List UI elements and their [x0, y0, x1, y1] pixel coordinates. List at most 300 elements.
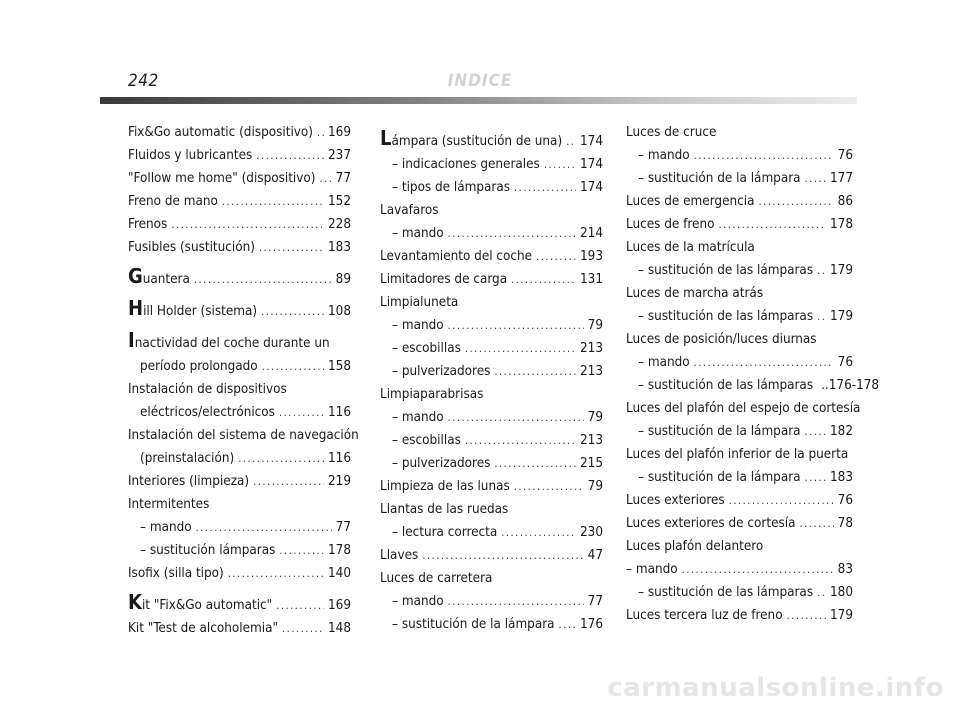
dot-leader: [514, 180, 576, 196]
index-entry: [626, 167, 853, 190]
index-entry-page: 228: [328, 217, 351, 232]
index-entry: [128, 585, 351, 617]
dot-leader: [682, 562, 834, 578]
dot-leader: [800, 516, 834, 532]
index-entry-label: [626, 194, 754, 210]
dot-leader: [448, 410, 584, 426]
index-entry-text: – sustitución de la lámpara: [392, 617, 555, 632]
index-entry-text: – escobillas: [392, 341, 461, 356]
index-entry-page: 176: [580, 617, 603, 632]
index-column-3: [626, 121, 880, 627]
index-entry: [626, 558, 853, 581]
dot-leader: [465, 433, 576, 449]
dot-leader: [256, 148, 324, 164]
index-entry: [380, 590, 603, 613]
dot-leader: [758, 194, 833, 210]
watermark: carmanualsonline.info: [607, 673, 944, 703]
index-entry: [380, 544, 603, 567]
index-entry: [128, 355, 351, 378]
index-entry: [380, 521, 603, 544]
dot-leader: [494, 456, 576, 472]
index-entry-text: (preinstalación): [140, 451, 235, 466]
index-entry-page: 213: [580, 364, 603, 379]
index-entry: [626, 374, 880, 397]
index-entry: [626, 190, 853, 213]
index-entry: [128, 493, 351, 516]
index-entry-text: – sustitución de las lámparas: [638, 309, 814, 324]
dot-leader: [448, 318, 584, 334]
index-entry: [626, 581, 853, 604]
index-entry-page: 178: [830, 217, 853, 232]
index-entry: [128, 424, 359, 447]
index-entry: [128, 213, 351, 236]
dot-leader: [566, 134, 576, 150]
index-entry-label: [128, 621, 278, 637]
index-entry-label: [128, 217, 167, 233]
index-entry-label: [626, 562, 678, 578]
index-entry-label: [128, 590, 273, 614]
index-entry-page: 77: [587, 594, 603, 609]
dot-leader: [501, 525, 576, 541]
index-entry-label: [626, 332, 817, 348]
index-entry: [380, 406, 603, 429]
index-entry: [626, 351, 853, 374]
index-entry-page: 183: [328, 240, 351, 255]
index-entry: [626, 259, 853, 282]
dot-leader: [261, 304, 324, 320]
index-entry: [380, 567, 603, 590]
index-entry-label: [626, 447, 848, 463]
index-entry-label: [638, 585, 813, 601]
index-entry-label: [626, 608, 783, 624]
index-entry: [128, 562, 351, 585]
index-entry-label: [392, 525, 497, 541]
index-entry-page: ..176-178: [821, 378, 880, 393]
index-entry-page: 177: [830, 171, 853, 186]
dot-leader: [694, 148, 834, 164]
index-entry: [626, 282, 853, 305]
index-entry-label: [638, 470, 801, 486]
index-entry-label: [128, 474, 249, 490]
index-entry-label: [626, 493, 725, 509]
index-entry-label: [128, 428, 359, 444]
index-entry-text: – mando: [140, 520, 192, 535]
index-entry-label: [128, 125, 313, 141]
index-entry-text: "Follow me home" (dispositivo): [128, 171, 316, 186]
index-entry-text: Luces de marcha atrás: [626, 286, 764, 301]
dot-leader: [805, 424, 826, 440]
index-entry: [128, 378, 351, 401]
page-number: 242: [128, 71, 159, 91]
index-entry-label: [128, 566, 224, 582]
index-entry-label: [128, 296, 258, 320]
index-entry: [380, 176, 603, 199]
index-entry-page: 193: [580, 249, 603, 264]
index-entry-label: [380, 479, 510, 495]
index-entry: [626, 236, 853, 259]
index-entry-page: 178: [328, 543, 351, 558]
index-entry-label: [140, 543, 275, 559]
index-entry-label: [128, 382, 287, 398]
index-entry-page: 237: [328, 148, 351, 163]
index-entry-text: – mando: [392, 226, 444, 241]
index-entry-label: [380, 126, 563, 150]
index-entry-label: [638, 309, 813, 325]
index-entry-text: Fluidos y lubricantes: [128, 148, 253, 163]
dot-leader: [559, 617, 576, 633]
dot-leader: [817, 585, 826, 601]
index-entry-text: – pulverizadores: [392, 364, 491, 379]
index-entry-page: 230: [580, 525, 603, 540]
index-entry-label: [140, 520, 192, 536]
index-entry-label: [626, 401, 860, 417]
index-entry-label: [392, 180, 510, 196]
index-entry-page: 79: [587, 318, 603, 333]
index-entry-label: [392, 157, 540, 173]
index-entry-page: 182: [830, 424, 853, 439]
index-entry-page: 152: [328, 194, 351, 209]
index-entry-page: 174: [580, 157, 603, 172]
index-entry-label: [392, 433, 461, 449]
index-entry-label: [626, 217, 714, 233]
index-entry: [626, 466, 853, 489]
index-entry: [380, 268, 603, 291]
index-entry-text: Luces de la matrícula: [626, 240, 755, 255]
index-entry-text: – sustitución de la lámpara: [638, 470, 801, 485]
index-entry-text: Luces del plafón del espejo de cortesía: [626, 401, 861, 416]
index-entry-label: [380, 571, 492, 587]
index-entry-label: [140, 451, 234, 467]
index-entry: [626, 121, 853, 144]
index-entry-text: Luces tercera luz de freno: [626, 608, 783, 623]
index-entry: [128, 190, 351, 213]
index-entry-text: Limpialuneta: [380, 295, 459, 310]
index-entry-label: [392, 410, 444, 426]
index-entry-text: – lectura correcta: [392, 525, 498, 540]
index-entry-text: – sustitución de las lámparas: [638, 378, 814, 393]
index-entry-text: – sustitución de la lámpara: [638, 424, 801, 439]
index-entry-label: [380, 387, 483, 403]
index-entry-label: [140, 359, 258, 375]
index-entry: [626, 604, 853, 627]
index-entry-page: 183: [830, 470, 853, 485]
index-entry-label: [380, 249, 532, 265]
index-entry-label: [128, 497, 209, 513]
index-entry-text: Fusibles (sustitución): [128, 240, 255, 255]
index-entry-page: 77: [335, 171, 351, 186]
index-entry-text: Luces de emergencia: [626, 194, 755, 209]
index-entry: [380, 245, 603, 268]
index-entry: [380, 452, 603, 475]
index-entry-page: 77: [335, 520, 351, 535]
index-entry-text: Lavafaros: [380, 203, 439, 218]
index-entry-text: período prolongado: [140, 359, 258, 374]
index-entry-text: it "Fix&Go automatic": [141, 598, 273, 613]
index-letter-initial: I: [128, 328, 135, 352]
dot-leader: [448, 594, 584, 610]
index-column-2: [380, 121, 603, 636]
index-entry-text: ill Holder (sistema): [143, 304, 258, 319]
index-entry-label: [638, 424, 801, 440]
index-entry-text: Instalación de dispositivos: [128, 382, 287, 397]
index-entry-label: [392, 456, 490, 472]
index-entry-label: [380, 272, 507, 288]
dot-leader: [279, 405, 324, 421]
index-entry: [380, 337, 603, 360]
index-entry-label: [392, 364, 490, 380]
index-entry-page: 179: [830, 608, 853, 623]
index-entry-text: Intermitentes: [128, 497, 210, 512]
index-entry-label: [638, 378, 813, 394]
index-entry-text: Limitadores de carga: [380, 272, 508, 287]
index-entry-text: Freno de mano: [128, 194, 218, 209]
index-entry-text: Interiores (limpieza): [128, 474, 250, 489]
index-entry-page: 108: [328, 304, 351, 319]
index-entry-page: 131: [580, 272, 603, 287]
index-entry: [128, 470, 351, 493]
index-entry-text: – pulverizadores: [392, 456, 491, 471]
index-entry-label: [638, 355, 690, 371]
index-entry-label: [392, 318, 444, 334]
dot-leader: [805, 171, 826, 187]
index-entry-text: Fix&Go automatic (dispositivo): [128, 125, 313, 140]
index-entry-page: 174: [580, 134, 603, 149]
dot-leader: [222, 194, 324, 210]
dot-leader: [805, 470, 826, 486]
index-entry-label: [128, 171, 315, 187]
dot-leader: [171, 217, 324, 233]
index-entry: [380, 383, 603, 406]
index-entry: [128, 401, 351, 424]
index-entry: [128, 259, 351, 291]
index-entry-page: 219: [328, 474, 351, 489]
index-entry: [626, 144, 853, 167]
index-entry-page: 158: [328, 359, 351, 374]
index-entry-text: – sustitución de la lámpara: [638, 171, 801, 186]
index-entry-label: [626, 125, 716, 141]
dot-leader: [729, 493, 834, 509]
index-entry-text: – mando: [392, 410, 444, 425]
index-entry-page: 169: [328, 598, 351, 613]
dot-leader: [279, 543, 324, 559]
index-entry-text: – escobillas: [392, 433, 461, 448]
index-entry: [380, 153, 603, 176]
index-entry-page: 86: [837, 194, 853, 209]
dot-leader: [787, 608, 826, 624]
dot-leader: [238, 451, 324, 467]
index-entry-page: 169: [328, 125, 351, 140]
index-entry-page: 213: [580, 433, 603, 448]
index-entry: [626, 420, 853, 443]
index-entry: [626, 213, 853, 236]
index-entry-label: [128, 240, 255, 256]
index-entry-text: – mando: [392, 318, 444, 333]
index-entry-text: Luces plafón delantero: [626, 539, 764, 554]
index-entry-page: 83: [837, 562, 853, 577]
index-entry-label: [128, 264, 190, 288]
index-entry-label: [638, 263, 813, 279]
index-entry: [626, 489, 853, 512]
index-entry: [626, 443, 853, 466]
dot-leader: [817, 309, 826, 325]
dot-leader: [544, 157, 576, 173]
index-letter-initial: G: [128, 264, 143, 288]
index-entry-text: Llantas de las ruedas: [380, 502, 509, 517]
index-entry-text: Limpieza de las lunas: [380, 479, 510, 494]
index-entry-page: 213: [580, 341, 603, 356]
dot-leader: [228, 566, 324, 582]
index-entry: [626, 535, 853, 558]
index-letter-initial: H: [128, 296, 144, 320]
index-entry-text: uantera: [142, 272, 190, 287]
index-entry: [626, 397, 861, 420]
index-entry-page: 180: [830, 585, 853, 600]
index-entry-text: Isofix (silla tipo): [128, 566, 224, 581]
dot-leader: [536, 249, 576, 265]
index-entry-page: 214: [580, 226, 603, 241]
index-entry-page: 76: [837, 493, 853, 508]
index-entry-text: Luces exteriores: [626, 493, 725, 508]
index-entry-page: 174: [580, 180, 603, 195]
dot-leader: [276, 598, 324, 614]
dot-leader: [448, 226, 576, 242]
index-entry: [626, 328, 853, 351]
index-entry-text: Kit "Test de alcoholemia": [128, 621, 279, 636]
index-entry: [380, 613, 603, 636]
dot-leader: [422, 548, 583, 564]
dot-leader: [196, 520, 332, 536]
index-entry-page: 215: [580, 456, 603, 471]
index-entry-text: ámpara (sustitución de una): [391, 134, 563, 149]
dot-leader: [514, 479, 584, 495]
index-entry: [128, 167, 351, 190]
index-entry: [128, 291, 351, 323]
index-entry-label: [380, 295, 458, 311]
index-entry: [128, 144, 351, 167]
index-entry: [380, 475, 603, 498]
index-entry-text: – tipos de lámparas: [392, 180, 511, 195]
index-entry-text: – sustitución de las lámparas: [638, 585, 814, 600]
index-entry-text: – mando: [638, 148, 690, 163]
index-entry-label: [638, 148, 690, 164]
dot-leader: [282, 621, 324, 637]
index-entry-text: – mando: [392, 594, 444, 609]
index-entry-label: [128, 194, 218, 210]
dot-leader: [253, 474, 324, 490]
index-entry-label: [392, 226, 444, 242]
index-entry-page: 76: [837, 355, 853, 370]
index-entry-label: [626, 240, 755, 256]
index-entry-text: Frenos: [128, 217, 168, 232]
index-entry: [626, 305, 853, 328]
index-entry: [128, 121, 351, 144]
index-entry-text: – mando: [626, 562, 678, 577]
index-entry: [128, 236, 351, 259]
dot-leader: [494, 364, 576, 380]
dot-leader: [259, 240, 324, 256]
dot-leader: [465, 341, 576, 357]
index-entry-label: [626, 539, 763, 555]
index-column-1: [128, 121, 359, 640]
index-entry-label: [128, 148, 252, 164]
index-entry-page: 179: [830, 263, 853, 278]
index-entry: [128, 516, 351, 539]
index-entry-label: [392, 341, 461, 357]
dot-leader: [694, 355, 834, 371]
index-entry-label: [638, 171, 801, 187]
index-entry-page: 79: [587, 479, 603, 494]
index-entry-label: [626, 286, 763, 302]
dot-leader: [319, 171, 331, 187]
index-entry-page: 47: [587, 548, 603, 563]
index-entry-label: [128, 328, 330, 352]
index-entry-label: [392, 594, 444, 610]
dot-leader: [718, 217, 826, 233]
index-entry-text: Luces exteriores de cortesía: [626, 516, 796, 531]
index-entry-text: – mando: [638, 355, 690, 370]
index-entry-text: Luces de carretera: [380, 571, 493, 586]
dot-leader: [817, 263, 826, 279]
index-entry-text: – sustitución lámparas: [140, 543, 276, 558]
dot-leader: [511, 272, 576, 288]
index-entry-page: 89: [335, 272, 351, 287]
index-entry-text: Luces de cruce: [626, 125, 717, 140]
index-entry-page: 179: [830, 309, 853, 324]
index-entry-text: Luces del plafón inferior de la puerta: [626, 447, 849, 462]
dot-leader: [262, 359, 324, 375]
index-letter-initial: L: [380, 126, 392, 150]
index-entry: [380, 360, 603, 383]
index-entry-page: 116: [328, 405, 351, 420]
index-entry: [380, 429, 603, 452]
index-entry-text: eléctricos/electrónicos: [140, 405, 275, 420]
index-entry-label: [140, 405, 275, 421]
index-entry: [380, 291, 603, 314]
index-entry: [380, 199, 603, 222]
index-entry: [380, 498, 603, 521]
index-entry-text: Llaves: [380, 548, 419, 563]
index-entry-text: Instalación del sistema de navegación: [128, 428, 359, 443]
dot-leader: [317, 125, 324, 141]
index-entry: [128, 447, 351, 470]
index-entry-label: [380, 502, 508, 518]
index-entry: [128, 617, 351, 640]
index-letter-initial: K: [128, 590, 142, 614]
index-entry-label: [626, 516, 796, 532]
index-entry-text: Luces de freno: [626, 217, 715, 232]
index-entry-text: nactividad del coche durante un: [134, 336, 330, 351]
index-entry: [380, 314, 603, 337]
index-entry-text: – sustitución de las lámparas: [638, 263, 814, 278]
index-entry-text: – indicaciones generales: [392, 157, 540, 172]
index-entry: [380, 121, 603, 153]
index-entry-label: [380, 548, 418, 564]
index-entry: [626, 512, 853, 535]
index-entry-text: Levantamiento del coche: [380, 249, 533, 264]
index-entry-page: 78: [837, 516, 853, 531]
index-entry: [128, 539, 351, 562]
index-entry-page: 148: [328, 621, 351, 636]
index-entry-text: Limpiaparabrisas: [380, 387, 484, 402]
index-entry-page: 116: [328, 451, 351, 466]
index-entry-page: 76: [837, 148, 853, 163]
index-entry-text: Luces de posición/luces diurnas: [626, 332, 817, 347]
index-entry-label: [392, 617, 555, 633]
dot-leader: [194, 272, 332, 288]
index-entry: [380, 222, 603, 245]
header-rule: [100, 97, 857, 104]
index-entry-label: [380, 203, 439, 219]
